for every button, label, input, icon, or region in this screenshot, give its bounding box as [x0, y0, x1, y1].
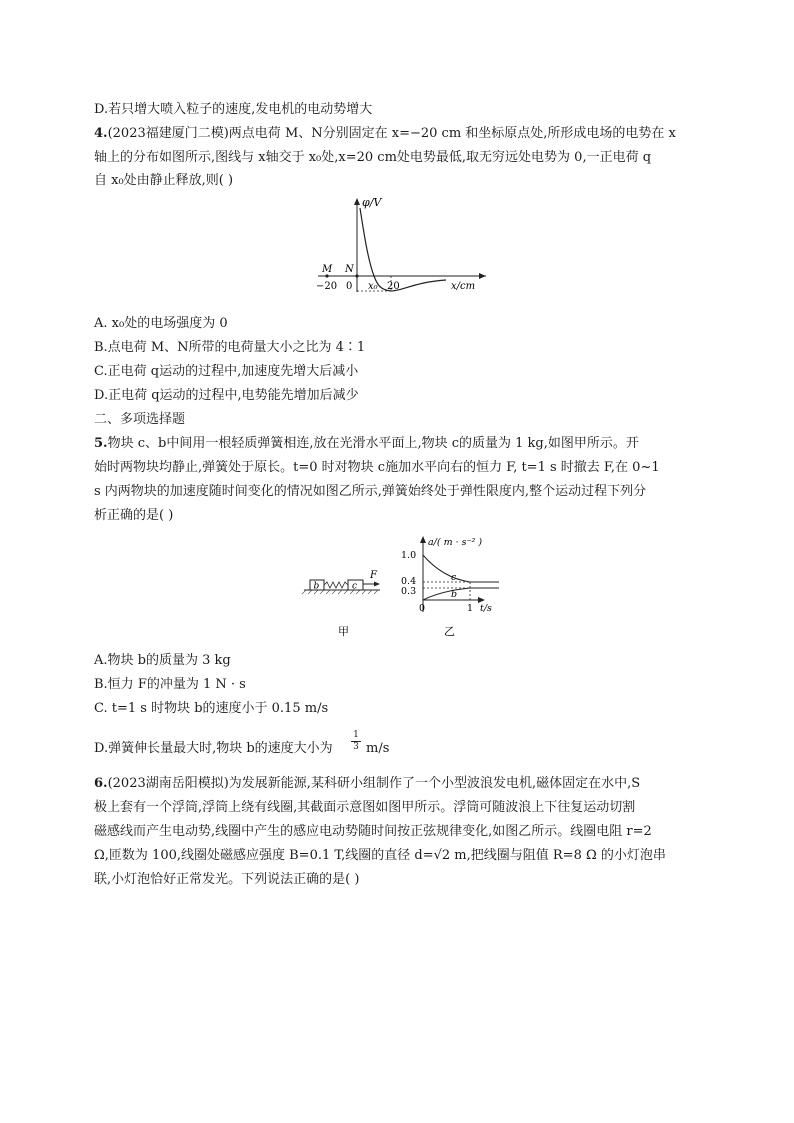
fig-yi-caption: 乙: [444, 625, 455, 638]
ytick-1-0: 1.0: [401, 550, 417, 561]
q5-number: 5.: [94, 436, 108, 451]
q5-stem-3: s 内两物块的加速度随时间变化的情况如图乙所示,弹簧始终处于弹性限度内,整个运动过程下列分: [94, 484, 647, 499]
prev-option-d: D.若只增大喷入粒子的速度,发电机的电动势增大: [94, 102, 373, 117]
tick-zero: 0: [346, 281, 353, 292]
q6-stem-5: 联,小灯泡恰好正常发光。下列说法正确的是( ): [94, 872, 360, 887]
q5-option-d-unit: m/s: [366, 741, 390, 756]
q4-option-d: D.正电荷 q运动的过程中,电势能先增加后减少: [94, 388, 359, 403]
curve-b: [423, 588, 470, 600]
q4-stem-1: (2023福建厦门二模)两点电荷 M、N分别固定在 x=−20 cm 和坐标原点处,所形成电场的电势在 x: [107, 126, 676, 141]
q5-option-b: B.恒力 F的冲量为 1 N · s: [94, 677, 246, 692]
y-axis-label: φ/V: [362, 196, 382, 209]
q4-stem-2: 轴上的分布如图所示,图线与 x轴交于 x₀处,x=20 cm处电势最低,取无穷远处电势为 0,一正电荷 q: [94, 150, 652, 165]
a-axis-label: a/( m · s⁻² ): [428, 537, 483, 548]
tick-origin: 0: [419, 603, 426, 614]
y-axis-arrow: [354, 198, 360, 205]
q4-option-a: A. x₀处的电场强度为 0: [94, 316, 228, 331]
q5-stem-1: 物块 c、b中间用一根轻质弹簧相连,放在光滑水平面上,物块 c的质量为 1 kg,如图甲所示。开: [107, 436, 639, 451]
q5-option-a: A.物块 b的质量为 3 kg: [94, 653, 231, 668]
q4-line-1: [94, 125, 676, 143]
q5-figure-jia: [300, 565, 385, 640]
q5-stem-4: 析正确的是( ): [94, 508, 174, 523]
q6-stem-1: (2023湖南岳阳模拟)为发展新能源,某科研小组制作了一个小型波浪发电机,磁体固定在水中,S: [107, 776, 641, 791]
q6-stem-4: Ω,匝数为 100,线圈处磁感应强度 B=0.1 T,线圈的直径 d=√2 m,把线圈与阻值 R=8 Ω 的小灯泡串: [94, 848, 666, 863]
q4-potential-graph: [310, 192, 495, 297]
q6-stem-3: 磁感线而产生电动势,线圈中产生的感应电动势随时间按正弦规律变化,如图乙所示。线圈电阻 r=2: [94, 824, 652, 839]
fig-jia-caption: 甲: [338, 625, 349, 638]
force-label: F: [370, 570, 377, 581]
x-axis-arrow: [479, 273, 486, 279]
q5-figure-yi: [395, 533, 515, 638]
block-c-label: c: [352, 581, 358, 592]
ytick-0-3: 0.3: [401, 586, 417, 597]
curve-c: [423, 555, 470, 582]
charge-n-dot: [355, 274, 358, 277]
q5-line-1: [94, 435, 639, 453]
t-axis-label: t/s: [480, 603, 492, 614]
xtick-1: 1: [467, 603, 474, 614]
section-title: 二、多项选择题: [94, 412, 186, 427]
curve-b-label: b: [451, 589, 458, 600]
a-axis-arrow: [420, 536, 426, 543]
potential-curve: [360, 208, 446, 291]
q5-stem-2: 始时两物块均静止,弹簧处于原长。t=0 时对物块 c施加水平向右的恒力 F, t=1 s 时撤去 F,在 0~1: [94, 460, 660, 475]
label-m: M: [322, 264, 333, 275]
tick-x0: x₀: [368, 281, 378, 292]
q5-option-c: C. t=1 s 时物块 b的速度小于 0.15 m/s: [94, 701, 329, 716]
frac-denominator: 3: [353, 742, 359, 752]
q4-stem-3: 自 x₀处由静止释放,则( ): [94, 173, 234, 188]
q5-option-d-text: D.弹簧伸长量最大时,物块 b的速度大小为: [94, 741, 333, 756]
q6-stem-2: 极上套有一个浮筒,浮筒上绕有线圈,其截面示意图如图甲所示。浮筒可随波浪上下往复运动切割: [94, 800, 636, 815]
spring: [324, 582, 348, 588]
tick-20: 20: [387, 281, 400, 292]
q6-number: 6.: [94, 776, 108, 791]
label-n: N: [345, 264, 354, 275]
q6-line-1: [94, 775, 640, 793]
q4-option-c: C.正电荷 q运动的过程中,加速度先增大后减小: [94, 364, 359, 379]
ytick-0-4: 0.4: [401, 576, 417, 587]
block-b-label: b: [313, 581, 320, 592]
x-axis-label: x/cm: [451, 281, 476, 292]
tick-minus-20: −20: [316, 281, 338, 292]
curve-c-label: c: [451, 572, 457, 583]
frac-numerator: 1: [353, 730, 359, 740]
force-arrow: [374, 582, 380, 587]
q4-option-b: B.点电荷 M、N所带的电荷量大小之比为 4∶1: [94, 340, 366, 355]
q4-number: 4.: [94, 126, 108, 141]
